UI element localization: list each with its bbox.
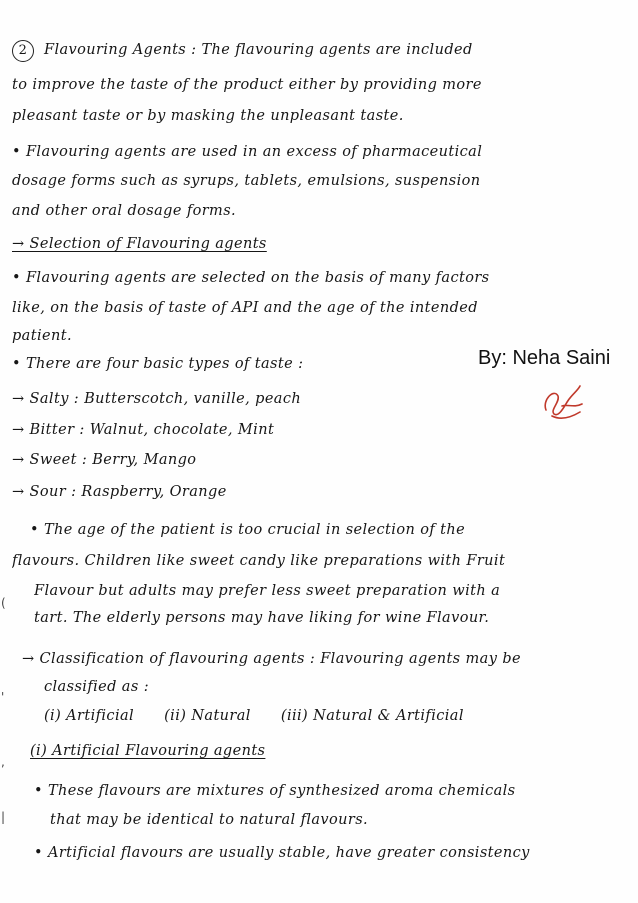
classification-types: (i) Artificial (ii) Natural (iii) Natural & Artificial xyxy=(44,708,464,724)
line-text-18: tart. The elderly persons may have liking for wine Flavour. xyxy=(34,610,490,626)
margin-mark-2: ' xyxy=(1,690,5,704)
margin-mark-3: , xyxy=(1,755,5,769)
line-text-20: classified as : xyxy=(44,679,149,695)
line-text-23: • These flavours are mixtures of synthesized aroma chemicals xyxy=(34,783,516,799)
taste-sour: → Sour : Raspberry, Orange xyxy=(12,484,227,500)
margin-mark-1: ( xyxy=(1,596,6,610)
heading-artificial-flavouring-agents: (i) Artificial Flavouring agents xyxy=(30,743,266,759)
line-flavouring-agents-definition xyxy=(12,40,630,62)
line-text-10: • There are four basic types of taste : xyxy=(12,356,304,372)
taste-sweet: → Sweet : Berry, Mango xyxy=(12,452,197,468)
line-text-25: • Artificial flavours are usually stable, have greater consistency xyxy=(34,845,530,861)
line-text-7: • Flavouring agents are selected on the basis of many factors xyxy=(12,270,490,286)
line-text-16: flavours. Children like sweet candy like preparations with Fruit xyxy=(12,553,506,569)
signature-image xyxy=(540,380,586,422)
section-number-badge: 2 xyxy=(12,40,34,62)
line-text-3: • Flavouring agents are used in an excess of pharmaceutical xyxy=(12,144,483,160)
line-text-24: that may be identical to natural flavours. xyxy=(50,812,369,828)
line-text-1: to improve the taste of the product either by providing more xyxy=(12,77,482,93)
line-text-5: and other oral dosage forms. xyxy=(12,203,237,219)
margin-mark-4: | xyxy=(1,810,6,824)
heading-classification: → Classification of flavouring agents : Flavouring agents may be xyxy=(22,651,521,667)
line-text-4: dosage forms such as syrups, tablets, emulsions, suspension xyxy=(12,173,481,189)
author-credit: By: Neha Saini xyxy=(478,347,611,369)
line-text: Flavouring Agents : The flavouring agents are included xyxy=(44,42,473,58)
line-text-15: • The age of the patient is too crucial in selection of the xyxy=(30,522,466,538)
line-text-2: pleasant taste or by masking the unpleasant taste. xyxy=(12,108,404,124)
line-text-9: patient. xyxy=(12,328,72,344)
taste-bitter: → Bitter : Walnut, chocolate, Mint xyxy=(12,422,275,438)
heading-selection-of-flavouring-agents: → Selection of Flavouring agents xyxy=(12,236,267,252)
line-text-8: like, on the basis of taste of API and the age of the intended xyxy=(12,300,478,316)
taste-salty: → Salty : Butterscotch, vanille, peach xyxy=(12,391,302,407)
line-text-17: Flavour but adults may prefer less sweet preparation with a xyxy=(34,583,501,599)
